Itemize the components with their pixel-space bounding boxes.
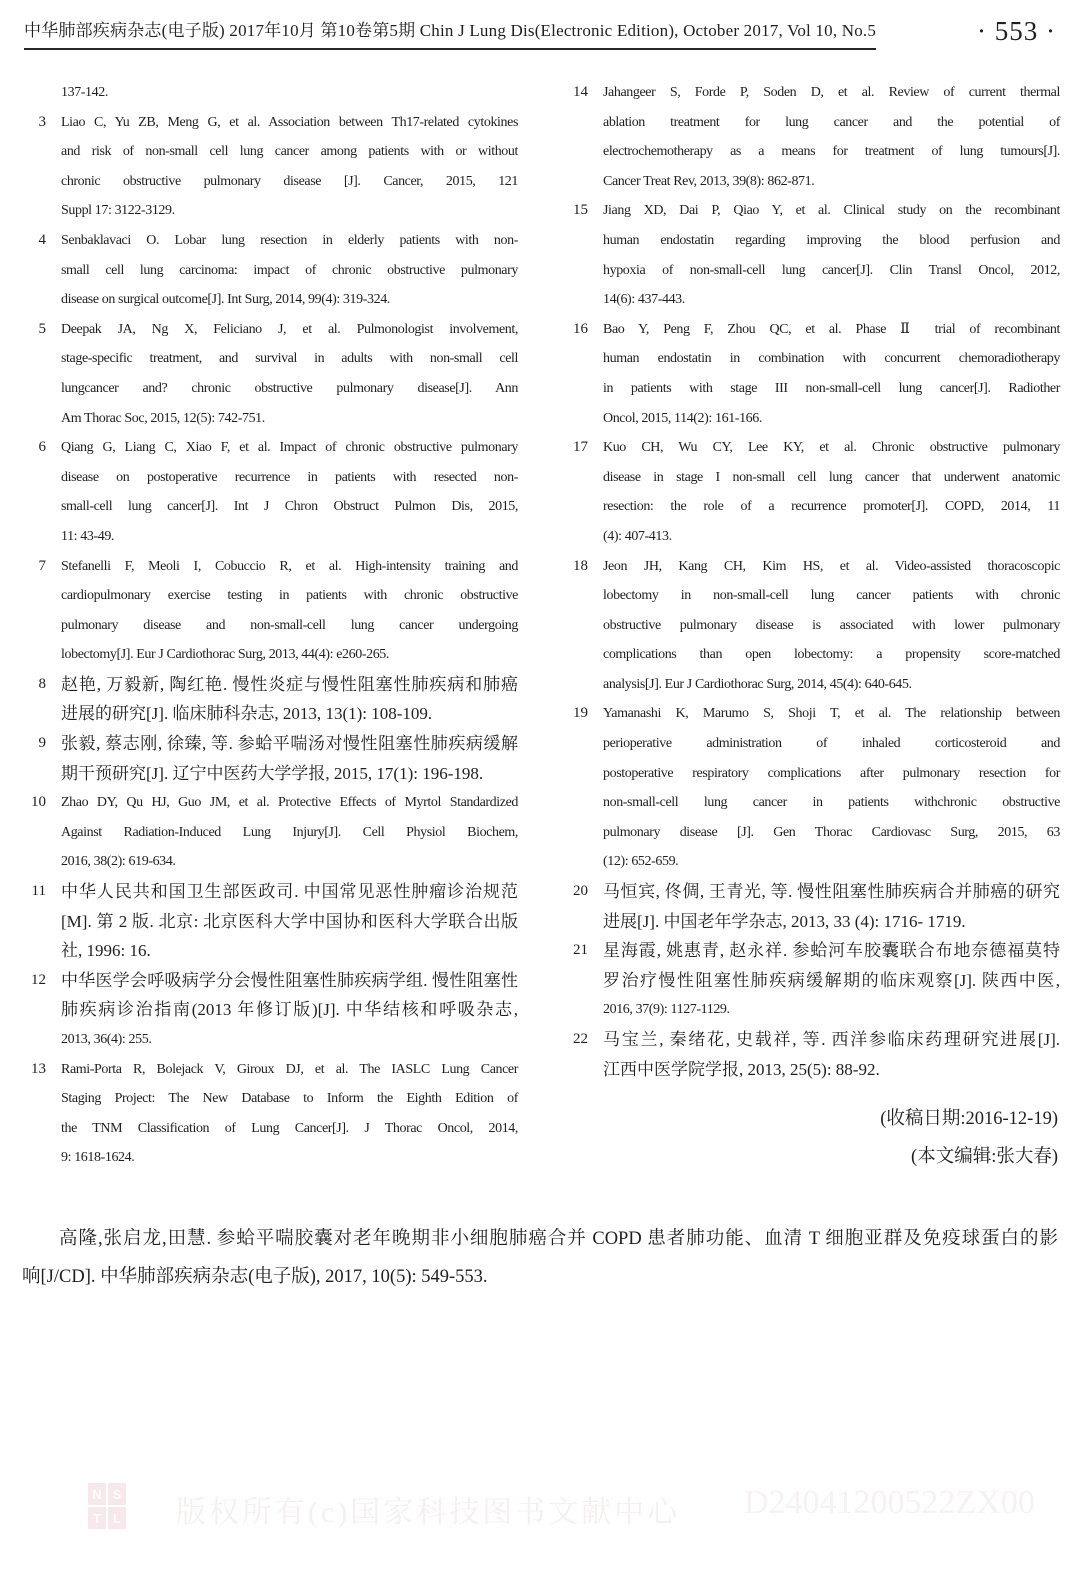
reference-number: 17 bbox=[573, 439, 588, 456]
reference-number: 3 bbox=[38, 113, 46, 130]
reference-number: 9 bbox=[38, 735, 46, 752]
reference-line: Staging Project: The New Database to Inform the Eighth Edition of bbox=[61, 1091, 518, 1107]
reference-line: Yamanashi K, Marumo S, Shoji T, et al. The relationship between bbox=[603, 706, 1060, 722]
reference-line: pulmonary disease and non-small-cell lung cancer undergoing bbox=[61, 617, 518, 633]
reference-text bbox=[603, 315, 1060, 433]
reference-line: in patients with stage III non-small-cell lung cancer[J]. Radiother bbox=[603, 380, 1060, 396]
reference-line: Against Radiation-Induced Lung Injury[J]. Cell Physiol Biochem, bbox=[61, 824, 518, 840]
reference-line: complications than open lobectomy: a propensity score-matched bbox=[603, 647, 1060, 663]
reference-line: 2013, 36(4): 255. bbox=[61, 1032, 152, 1047]
reference-item bbox=[20, 226, 518, 315]
reference-line: Jeon JH, Kang CH, Kim HS, et al. Video-assisted thoracoscopic bbox=[603, 558, 1060, 574]
reference-line: (4): 407-413. bbox=[603, 528, 672, 544]
reference-number: 20 bbox=[573, 883, 588, 900]
reference-item bbox=[20, 433, 518, 551]
reference-text bbox=[61, 226, 518, 315]
reference-line: Senbaklavaci O. Lobar lung resection in elderly patients with non- bbox=[61, 232, 518, 248]
reference-line: 14(6): 437-443. bbox=[603, 292, 685, 308]
reference-number bbox=[20, 78, 46, 108]
references-right-column bbox=[562, 78, 1060, 1176]
reference-text bbox=[61, 315, 518, 433]
reference-line: (12): 652-659. bbox=[603, 854, 679, 870]
reference-item bbox=[20, 552, 518, 670]
reference-text bbox=[603, 196, 1060, 314]
reference-line: Oncol, 2015, 114(2): 161-166. bbox=[603, 410, 762, 426]
seal-letter: L bbox=[108, 1507, 126, 1529]
reference-line: Jiang XD, Dai P, Qiao Y, et al. Clinical study on the recombinant bbox=[603, 203, 1060, 219]
reference-line: non-small-cell lung cancer in patients withchronic obstructive bbox=[603, 795, 1060, 811]
reference-line: 期干预研究[J]. 辽宁中医药大学学报, 2015, 17(1): 196-198. bbox=[61, 763, 484, 783]
reference-item bbox=[562, 552, 1060, 700]
reference-item bbox=[20, 315, 518, 433]
reference-item bbox=[562, 78, 1060, 196]
reference-number: 16 bbox=[573, 320, 588, 337]
reference-item bbox=[562, 1025, 1060, 1084]
reference-number: 13 bbox=[31, 1060, 46, 1077]
reference-line: analysis[J]. Eur J Cardiothorac Surg, 2014, 45(4): 640-645. bbox=[603, 676, 912, 692]
reference-line: pulmonary disease [J]. Gen Thorac Cardiovasc Surg, 2015, 63 bbox=[603, 824, 1060, 840]
references-left-column bbox=[20, 78, 518, 1176]
reference-text bbox=[603, 433, 1060, 551]
reference-number: 11 bbox=[31, 883, 46, 900]
reference-line: 中华人民共和国卫生部医政司. 中国常见恶性肿瘤诊治规范 bbox=[61, 882, 518, 902]
journal-info: 中华肺部疾病杂志(电子版) 2017年10月 第10卷第5期 Chin J Lung Dis(Electronic Edition), October 2017, Vol 10, No.5 bbox=[24, 16, 876, 50]
reference-line: human endostatin regarding improving the blood perfusion and bbox=[603, 232, 1060, 248]
reference-line: Deepak JA, Ng X, Feliciano J, et al. Pulmonologist involvement, bbox=[61, 321, 518, 337]
reference-text bbox=[61, 729, 518, 788]
reference-number: 10 bbox=[31, 794, 46, 811]
reference-item bbox=[20, 78, 518, 108]
article-citation bbox=[0, 1176, 1080, 1296]
reference-item bbox=[20, 877, 518, 966]
citation-line: 高隆,张启龙,田慧. 参蛤平喘胶囊对老年晚期非小细胞肺癌合并 COPD 患者肺功能、血清 T 细胞亚群及免疫球蛋白的影 bbox=[59, 1229, 1058, 1250]
reference-line: disease on surgical outcome[J]. Int Surg, 2014, 99(4): 319-324. bbox=[61, 292, 390, 308]
reference-text bbox=[603, 552, 1060, 700]
reference-number: 21 bbox=[573, 942, 588, 959]
watermark-text: 版权所有(c)国家科技图书文献中心 bbox=[176, 1496, 681, 1529]
reference-line: lobectomy in non-small-cell lung cancer patients with chronic bbox=[603, 588, 1060, 604]
reference-line: 张毅, 蔡志刚, 徐臻, 等. 参蛤平喘汤对慢性阻塞性肺疾病缓解 bbox=[61, 734, 518, 754]
reference-line: human endostatin in combination with concurrent chemoradiotherapy bbox=[603, 351, 1060, 367]
reference-number: 8 bbox=[38, 675, 46, 692]
reference-text bbox=[61, 78, 518, 108]
reference-number: 6 bbox=[38, 439, 46, 456]
editor-note: (本文编辑:张大春) bbox=[911, 1147, 1058, 1168]
reference-line: [M]. 第 2 版. 北京: 北京医科大学中国协和医科大学联合出版 bbox=[61, 911, 518, 931]
reference-line: Bao Y, Peng F, Zhou QC, et al. Phase Ⅱ trial of recombinant bbox=[603, 321, 1060, 337]
reference-line: Kuo CH, Wu CY, Lee KY, et al. Chronic obstructive pulmonary bbox=[603, 440, 1060, 456]
reference-line: Jahangeer S, Forde P, Soden D, et al. Review of current thermal bbox=[603, 85, 1060, 100]
watermark-serial: D24041200522ZX00 bbox=[744, 1484, 1035, 1521]
reference-line: 进展的研究[J]. 临床肺科杂志, 2013, 13(1): 108-109. bbox=[61, 704, 433, 724]
reference-line: and risk of non-small cell lung cancer among patients with or without bbox=[61, 144, 518, 160]
reference-line: Stefanelli F, Meoli I, Cobuccio R, et al. High-intensity training and bbox=[61, 558, 518, 574]
reference-line: Suppl 17: 3122-3129. bbox=[61, 203, 175, 219]
reference-item bbox=[562, 936, 1060, 1025]
reference-line: the TNM Classification of Lung Cancer[J]. J Thorac Oncol, 2014, bbox=[61, 1120, 518, 1136]
reference-line: disease in stage I non-small cell lung cancer that underwent anatomic bbox=[603, 469, 1060, 485]
reference-item bbox=[20, 108, 518, 226]
reference-line: stage-specific treatment, and survival in adults with non-small cell bbox=[61, 351, 518, 367]
reference-line: small-cell lung cancer[J]. Int J Chron Obstruct Pulmon Dis, 2015, bbox=[61, 499, 518, 515]
reference-item bbox=[20, 966, 518, 1055]
reference-line: 11: 43-49. bbox=[61, 528, 115, 544]
reference-line: lobectomy[J]. Eur J Cardiothorac Surg, 2013, 44(4): e260-265. bbox=[61, 647, 389, 663]
reference-line: ablation treatment for lung cancer and the potential of bbox=[603, 114, 1060, 130]
reference-line: 江西中医学院学报, 2013, 25(5): 88-92. bbox=[603, 1059, 880, 1079]
reference-line: resection: the role of a recurrence promoter[J]. COPD, 2014, 11 bbox=[603, 499, 1060, 515]
nstl-seal-icon bbox=[88, 1483, 126, 1529]
reference-text bbox=[61, 788, 518, 877]
reference-line: cardiopulmonary exercise testing in patients with chronic obstructive bbox=[61, 588, 518, 604]
citation-line: 响[J/CD]. 中华肺部疾病杂志(电子版), 2017, 10(5): 549-553. bbox=[22, 1267, 488, 1288]
reference-text bbox=[61, 552, 518, 670]
reference-item bbox=[562, 877, 1060, 936]
reference-item bbox=[562, 196, 1060, 314]
reference-text bbox=[603, 877, 1060, 936]
reference-line: 星海霞, 姚惠青, 赵永祥. 参蛤河车胶囊联合布地奈德福莫特 bbox=[603, 941, 1060, 961]
reference-number: 4 bbox=[38, 231, 46, 248]
reference-number: 7 bbox=[38, 557, 46, 574]
seal-letter: N bbox=[88, 1483, 106, 1505]
reference-line: electrochemotherapy as a means for treatment of lung tumours[J]. bbox=[603, 144, 1060, 160]
reference-item bbox=[20, 670, 518, 729]
reference-line: small cell lung carcinoma: impact of chronic obstructive pulmonary bbox=[61, 262, 518, 278]
reference-number: 5 bbox=[38, 320, 46, 337]
seal-letter: S bbox=[108, 1483, 126, 1505]
reference-item bbox=[562, 699, 1060, 877]
reference-item bbox=[562, 315, 1060, 433]
reference-line: 2016, 38(2): 619-634. bbox=[61, 854, 176, 870]
reference-line: 9: 1618-1624. bbox=[61, 1150, 135, 1166]
reference-line: Rami-Porta R, Bolejack V, Giroux DJ, et al. The IASLC Lung Cancer bbox=[61, 1061, 518, 1077]
reference-line: Zhao DY, Qu HJ, Guo JM, et al. Protective Effects of Myrtol Standardized bbox=[61, 795, 518, 811]
reference-text bbox=[603, 936, 1060, 1025]
reference-line: 中华医学会呼吸病学分会慢性阻塞性肺疾病学组. 慢性阻塞性 bbox=[61, 970, 518, 990]
reference-text bbox=[603, 1025, 1060, 1084]
page-number: · 553 · bbox=[977, 16, 1056, 46]
reference-line: 137-142. bbox=[61, 85, 108, 100]
reference-line: Liao C, Yu ZB, Meng G, et al. Association between Th17-related cytokines bbox=[61, 114, 518, 130]
references-section bbox=[0, 50, 1080, 1176]
reference-item bbox=[20, 1055, 518, 1173]
reference-text bbox=[61, 1055, 518, 1173]
reference-number: 14 bbox=[573, 84, 588, 100]
reference-line: 马宝兰, 秦绪花, 史载祥, 等. 西洋参临床药理研究进展[J]. bbox=[603, 1030, 1060, 1049]
reference-line: 进展[J]. 中国老年学杂志, 2013, 33 (4): 1716- 1719. bbox=[603, 911, 966, 931]
reference-line: Qiang G, Liang C, Xiao F, et al. Impact of chronic obstructive pulmonary bbox=[61, 440, 518, 456]
reference-text bbox=[61, 966, 518, 1055]
reference-number: 12 bbox=[31, 971, 46, 988]
reference-number: 18 bbox=[573, 557, 588, 574]
reference-line: disease on postoperative recurrence in patients with resected non- bbox=[61, 469, 518, 485]
reference-line: 肺疾病诊治指南(2013 年修订版)[J]. 中华结核和呼吸杂志, bbox=[61, 1000, 518, 1020]
reference-text bbox=[603, 78, 1060, 196]
page-header bbox=[0, 0, 1080, 50]
reference-line: hypoxia of non-small-cell lung cancer[J]. Clin Transl Oncol, 2012, bbox=[603, 262, 1060, 278]
reference-line: 马恒宾, 佟倜, 王青光, 等. 慢性阻塞性肺疾病合并肺癌的研究 bbox=[603, 882, 1060, 902]
reference-text bbox=[61, 108, 518, 226]
seal-letter: T bbox=[88, 1507, 106, 1529]
reference-line: Am Thorac Soc, 2015, 12(5): 742-751. bbox=[61, 410, 265, 426]
reference-text bbox=[61, 433, 518, 551]
reference-number: 15 bbox=[573, 202, 588, 219]
reference-line: postoperative respiratory complications after pulmonary resection for bbox=[603, 765, 1060, 781]
reference-number: 22 bbox=[573, 1031, 588, 1047]
reference-line: 2016, 37(9): 1127-1129. bbox=[603, 1002, 730, 1018]
reference-line: 社, 1996: 16. bbox=[61, 941, 151, 961]
reference-line: 罗治疗慢性阻塞性肺疾病缓解期的临床观察[J]. 陕西中医, bbox=[603, 970, 1060, 990]
reference-item bbox=[20, 729, 518, 788]
reference-line: chronic obstructive pulmonary disease [J]. Cancer, 2015, 121 bbox=[61, 173, 518, 189]
reference-line: obstructive pulmonary disease is associated with lower pulmonary bbox=[603, 617, 1060, 633]
reference-text bbox=[61, 877, 518, 966]
reference-line: Cancer Treat Rev, 2013, 39(8): 862-871. bbox=[603, 173, 815, 189]
reference-line: lungcancer and? chronic obstructive pulmonary disease[J]. Ann bbox=[61, 380, 518, 396]
reference-text bbox=[61, 670, 518, 729]
received-date: (收稿日期:2016-12-19) bbox=[880, 1109, 1058, 1130]
reference-number: 19 bbox=[573, 705, 588, 722]
reference-line: perioperative administration of inhaled corticosteroid and bbox=[603, 736, 1060, 752]
reference-item bbox=[20, 788, 518, 877]
reference-text bbox=[603, 699, 1060, 877]
closing-notes bbox=[562, 1100, 1060, 1176]
reference-item bbox=[562, 433, 1060, 551]
reference-line: 赵艳, 万毅新, 陶红艳. 慢性炎症与慢性阻塞性肺疾病和肺癌 bbox=[61, 674, 518, 694]
